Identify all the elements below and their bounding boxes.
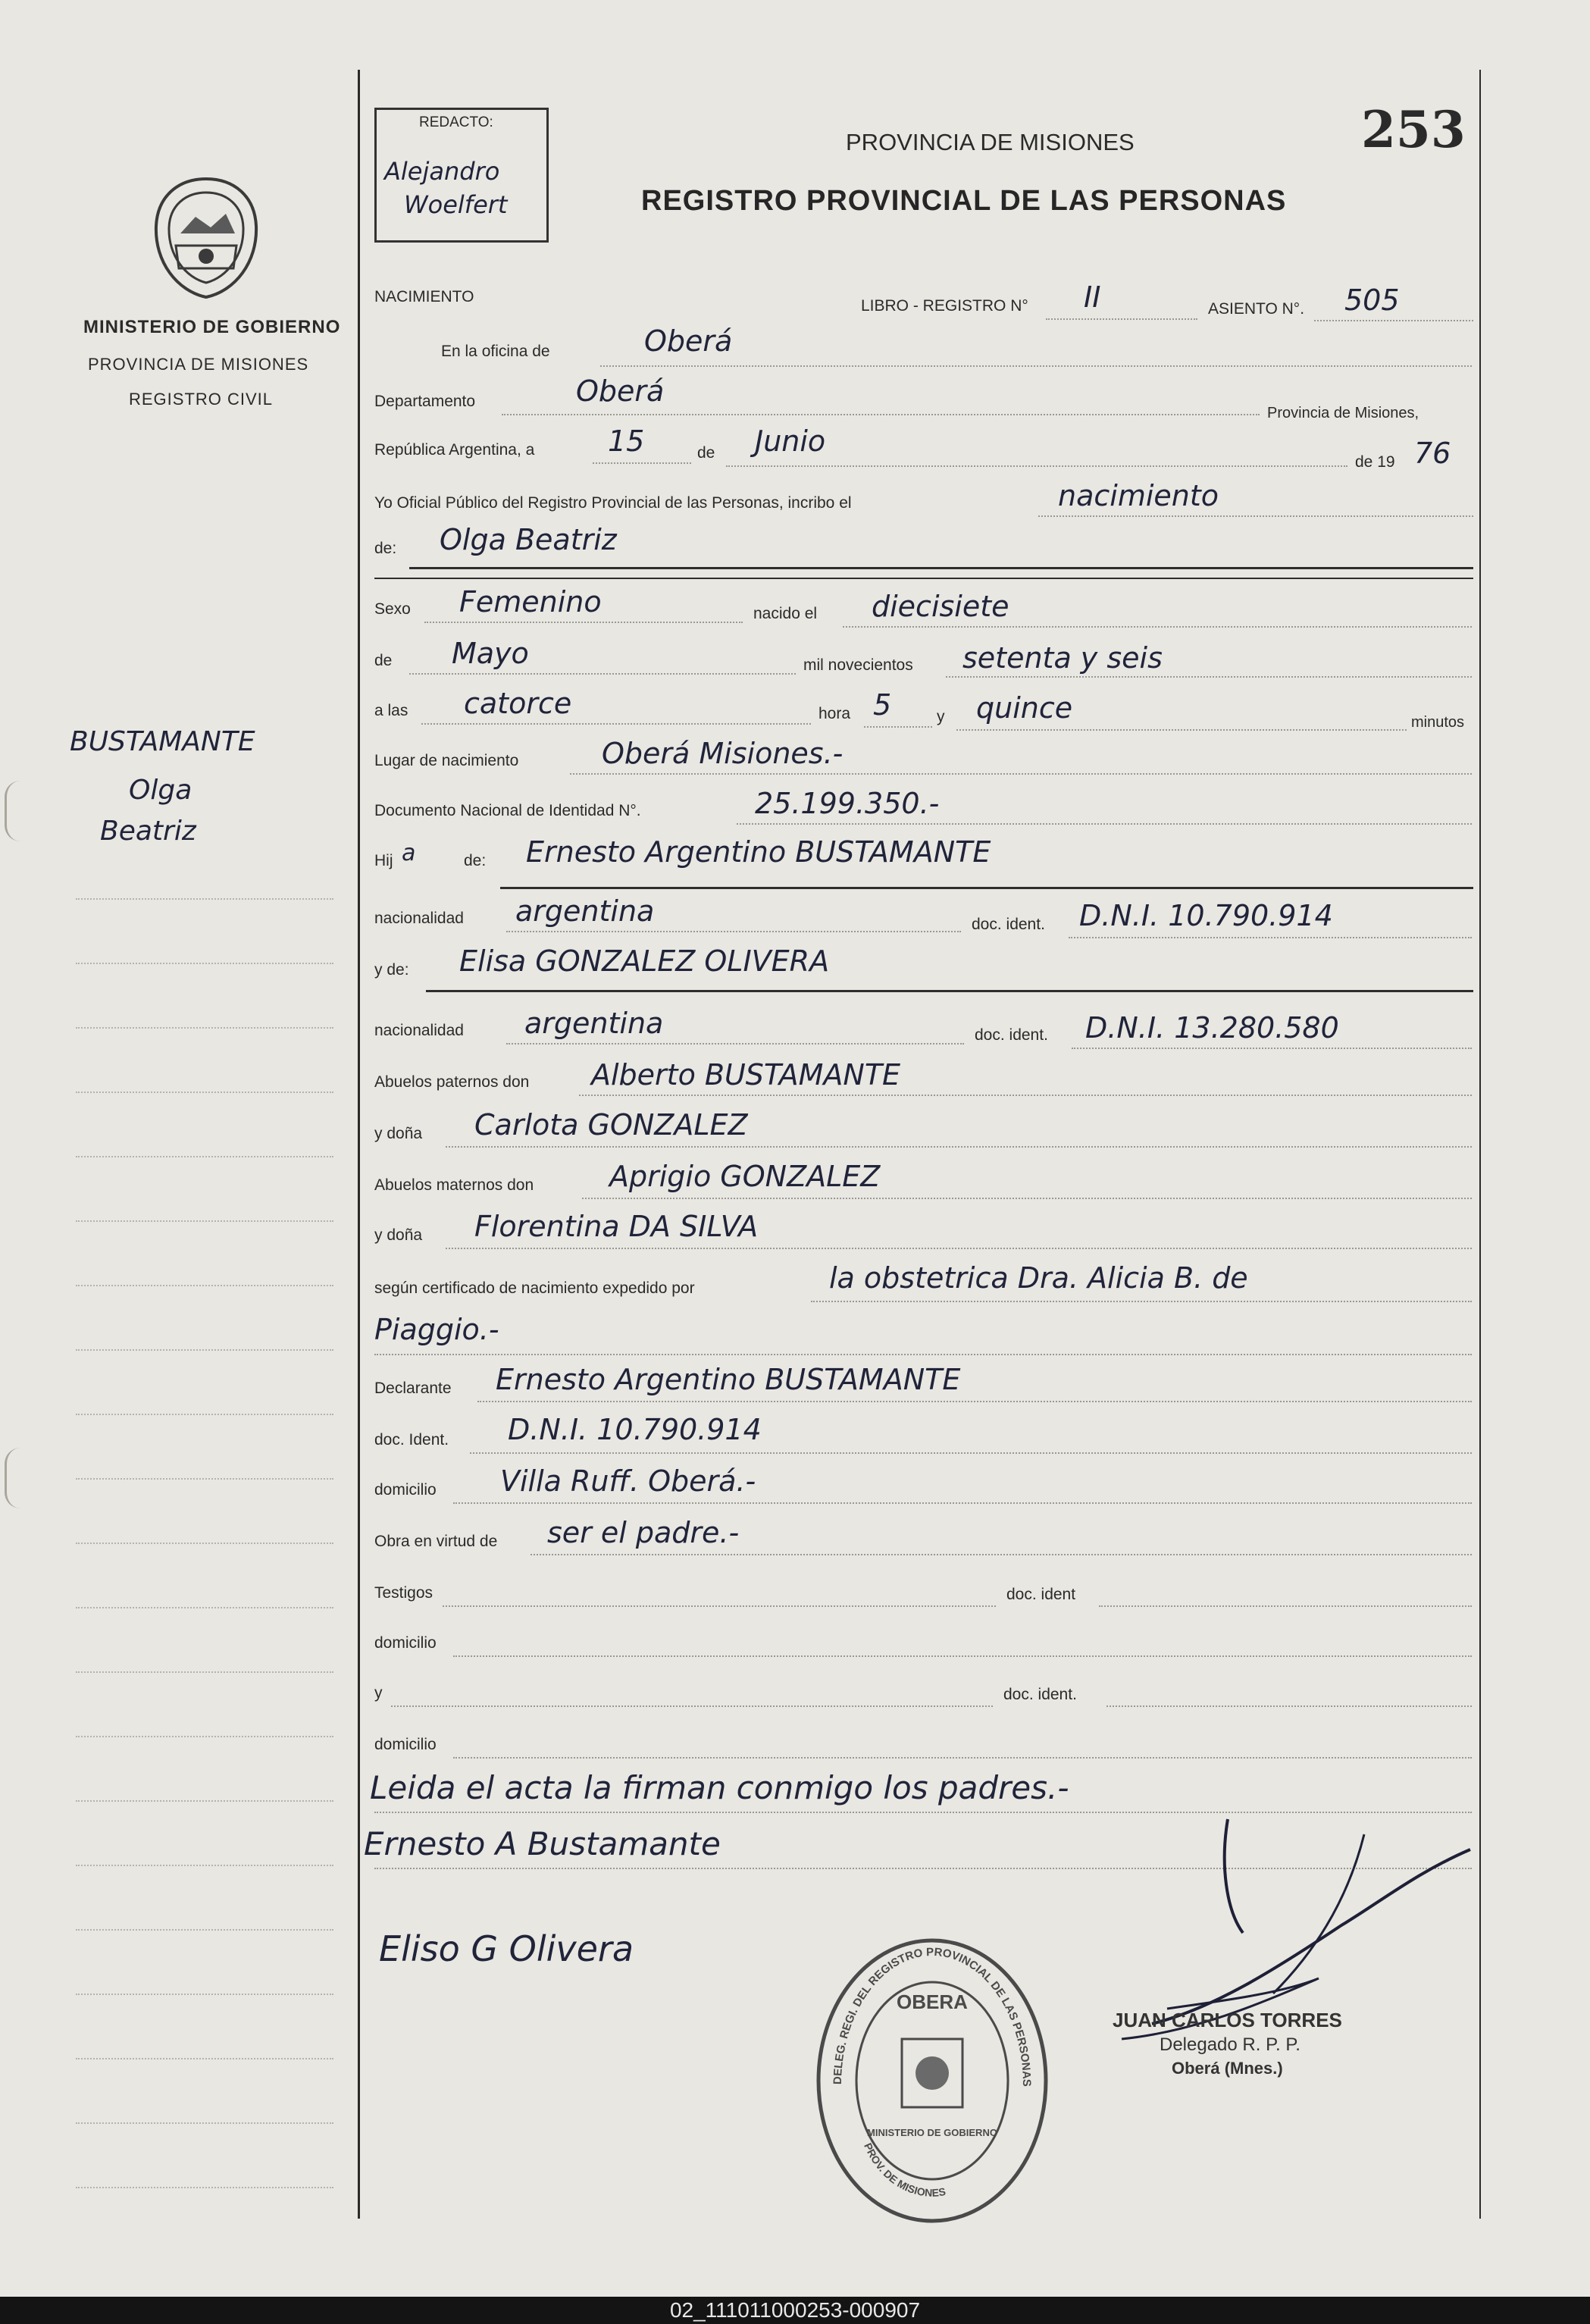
domicilio-value: Villa Ruff. Oberá.- — [500, 1464, 756, 1498]
abuelos-maternos-label: Abuelos maternos don — [374, 1176, 534, 1194]
redacto-box — [374, 108, 549, 243]
dni-label: Documento Nacional de Identidad N°. — [374, 802, 641, 819]
hora-value: catorce — [464, 687, 572, 720]
punch-hole — [5, 781, 20, 841]
signature-madre: Eliso G Olivera — [379, 1928, 634, 1969]
redacto-label: REDACTO: — [419, 114, 493, 130]
libro-value: II — [1084, 280, 1101, 314]
a-las-label: a las — [374, 702, 408, 719]
certificado-value-2: Piaggio.- — [374, 1313, 499, 1346]
dni-value: 25.199.350.- — [755, 787, 940, 820]
oficina-value: Oberá — [644, 324, 733, 358]
nacido-label: nacido el — [753, 605, 818, 622]
lugar-value: Oberá Misiones.- — [602, 737, 844, 770]
minutos-label: minutos — [1411, 714, 1465, 731]
nombre-underline — [409, 567, 1473, 569]
abuelo-paterno: Alberto BUSTAMANTE — [591, 1058, 901, 1092]
declarante-doc-label: doc. Ident. — [374, 1431, 449, 1449]
abuelo-materno: Aprigio GONZALEZ — [609, 1160, 881, 1193]
cierre-value: Leida el acta la firman conmigo los padres.- — [370, 1769, 1069, 1806]
y-testigo-label: y — [374, 1684, 383, 1702]
abuela-materna-label: y doña — [374, 1226, 423, 1244]
sexo-label: Sexo — [374, 600, 411, 618]
hijo-de-label: de: — [464, 852, 487, 869]
ministry-province: PROVINCIA DE MISIONES — [88, 355, 309, 374]
minutos-value: quince — [976, 691, 1073, 725]
official-seal — [811, 1933, 1053, 2228]
stamp-name: JUAN CARLOS TORRES — [1113, 2009, 1342, 2031]
abuela-materna: Florentina DA SILVA — [474, 1210, 759, 1243]
nacimiento-label: NACIMIENTO — [374, 288, 474, 305]
departamento-value: Oberá — [576, 374, 665, 408]
obra-label: Obra en virtud de — [374, 1533, 498, 1550]
de-nombre-label: de: — [374, 540, 397, 557]
madre-doc-label: doc. ident. — [975, 1026, 1048, 1044]
padre-nacionalidad: argentina — [515, 894, 655, 928]
padre-value: Ernesto Argentino BUSTAMANTE — [526, 835, 991, 869]
madre-underline — [426, 990, 1473, 992]
nacido-value: diecisiete — [872, 590, 1009, 623]
sexo-value: Femenino — [459, 585, 602, 619]
nacido-mes-value: Mayo — [452, 637, 529, 670]
signature-padre: Ernesto A Bustamante — [364, 1825, 721, 1862]
libro-label: LIBRO - REGISTRO N° — [861, 297, 1028, 315]
provincial-crest-icon — [142, 173, 270, 302]
ministry-title: MINISTERIO DE GOBIERNO — [83, 317, 341, 337]
page-number: 253 — [1361, 100, 1466, 159]
lugar-label: Lugar de nacimiento — [374, 752, 519, 769]
dia-value: 15 — [608, 424, 645, 458]
image-id-footer: 02_111011000253-000907 — [0, 2297, 1590, 2324]
hijo-suffix: a — [402, 840, 416, 866]
certificado-label: según certificado de nacimiento expedido por — [374, 1279, 695, 1297]
provincia-label: Provincia de Misiones, — [1267, 405, 1419, 421]
abuela-paterna-label: y doña — [374, 1125, 423, 1142]
testigo2-doc-label: doc. ident. — [1003, 1686, 1077, 1703]
abuelos-paternos-label: Abuelos paternos don — [374, 1073, 530, 1091]
declarante-label: Declarante — [374, 1380, 452, 1397]
svg-text:PROV. DE MISIONES — [862, 2141, 947, 2199]
nombre-value: Olga Beatriz — [440, 523, 617, 556]
redacto-name-2: Woelfert — [404, 190, 508, 219]
margin-surname: BUSTAMANTE — [70, 726, 255, 757]
hijo-label: Hij — [374, 852, 393, 869]
padre-doc: D.N.I. 10.790.914 — [1079, 899, 1333, 932]
stamp-role: Delegado R. P. P. — [1160, 2034, 1300, 2055]
mil-label: mil novecientos — [803, 656, 913, 674]
seal-top-text: OBERA — [897, 1990, 968, 2013]
oficina-label: En la oficina de — [441, 343, 550, 360]
margin-name2: Beatriz — [100, 816, 196, 847]
obra-value: ser el padre.- — [547, 1516, 740, 1549]
fecha-de-label: de — [697, 444, 715, 462]
seal-bottom-text: PROV. DE MISIONES — [862, 2141, 947, 2199]
domicilio-label: domicilio — [374, 1481, 437, 1499]
asiento-value: 505 — [1344, 283, 1400, 317]
oficial-label: Yo Oficial Público del Registro Provincial de las Personas, incribo el — [374, 494, 852, 512]
testigos-doc-label: doc. ident — [1006, 1586, 1076, 1603]
main-left-border — [358, 70, 360, 2219]
seal-inner-text: MINISTERIO DE GOBIERNO — [867, 2127, 997, 2138]
y-minutos-label: y — [937, 708, 945, 725]
abuela-paterna: Carlota GONZALEZ — [474, 1108, 748, 1142]
inscripcion-value: nacimiento — [1058, 479, 1219, 512]
margin-name1: Olga — [129, 775, 192, 806]
stamp-place: Oberá (Mnes.) — [1172, 2059, 1283, 2078]
madre-value: Elisa GONZALEZ OLIVERA — [459, 944, 830, 978]
domicilio-label-2: domicilio — [374, 1634, 437, 1652]
punch-hole — [5, 1448, 20, 1508]
mes-value: Junio — [755, 424, 826, 458]
nacido-de-label: de — [374, 652, 393, 669]
domicilio-label-3: domicilio — [374, 1736, 437, 1753]
page-title: REGISTRO PROVINCIAL DE LAS PERSONAS — [641, 185, 1287, 217]
declarante-doc: D.N.I. 10.790.914 — [508, 1413, 762, 1446]
madre-nacionalidad-label: nacionalidad — [374, 1022, 464, 1039]
nacido-anio-value: setenta y seis — [962, 641, 1163, 675]
testigos-label: Testigos — [374, 1584, 433, 1602]
madre-doc: D.N.I. 13.280.580 — [1085, 1011, 1339, 1045]
padre-doc-label: doc. ident. — [972, 916, 1045, 933]
certificado-value: la obstetrica Dra. Alicia B. de — [829, 1261, 1248, 1295]
seal-ring-text: DELEG. REGI. DEL REGISTRO PROVINCIAL DE LAS PERSONAS — [831, 1945, 1034, 2087]
ministry-registry: REGISTRO CIVIL — [129, 390, 274, 409]
padre-underline — [500, 887, 1473, 889]
departamento-label: Departamento — [374, 393, 476, 410]
asiento-label: ASIENTO N°. — [1208, 300, 1305, 318]
y-de-label: y de: — [374, 961, 409, 979]
hora-fraccion-value: 5 — [873, 688, 892, 722]
republica-label: República Argentina, a — [374, 441, 535, 459]
padre-nacionalidad-label: nacionalidad — [374, 910, 464, 927]
redacto-name-1: Alejandro — [384, 157, 500, 186]
declarante-value: Ernesto Argentino BUSTAMANTE — [496, 1363, 961, 1396]
madre-nacionalidad: argentina — [524, 1007, 664, 1040]
province-heading: PROVINCIA DE MISIONES — [846, 129, 1135, 155]
hora-label: hora — [818, 705, 851, 722]
anio-value: 76 — [1414, 437, 1451, 470]
anio-label: de 19 — [1355, 453, 1395, 471]
